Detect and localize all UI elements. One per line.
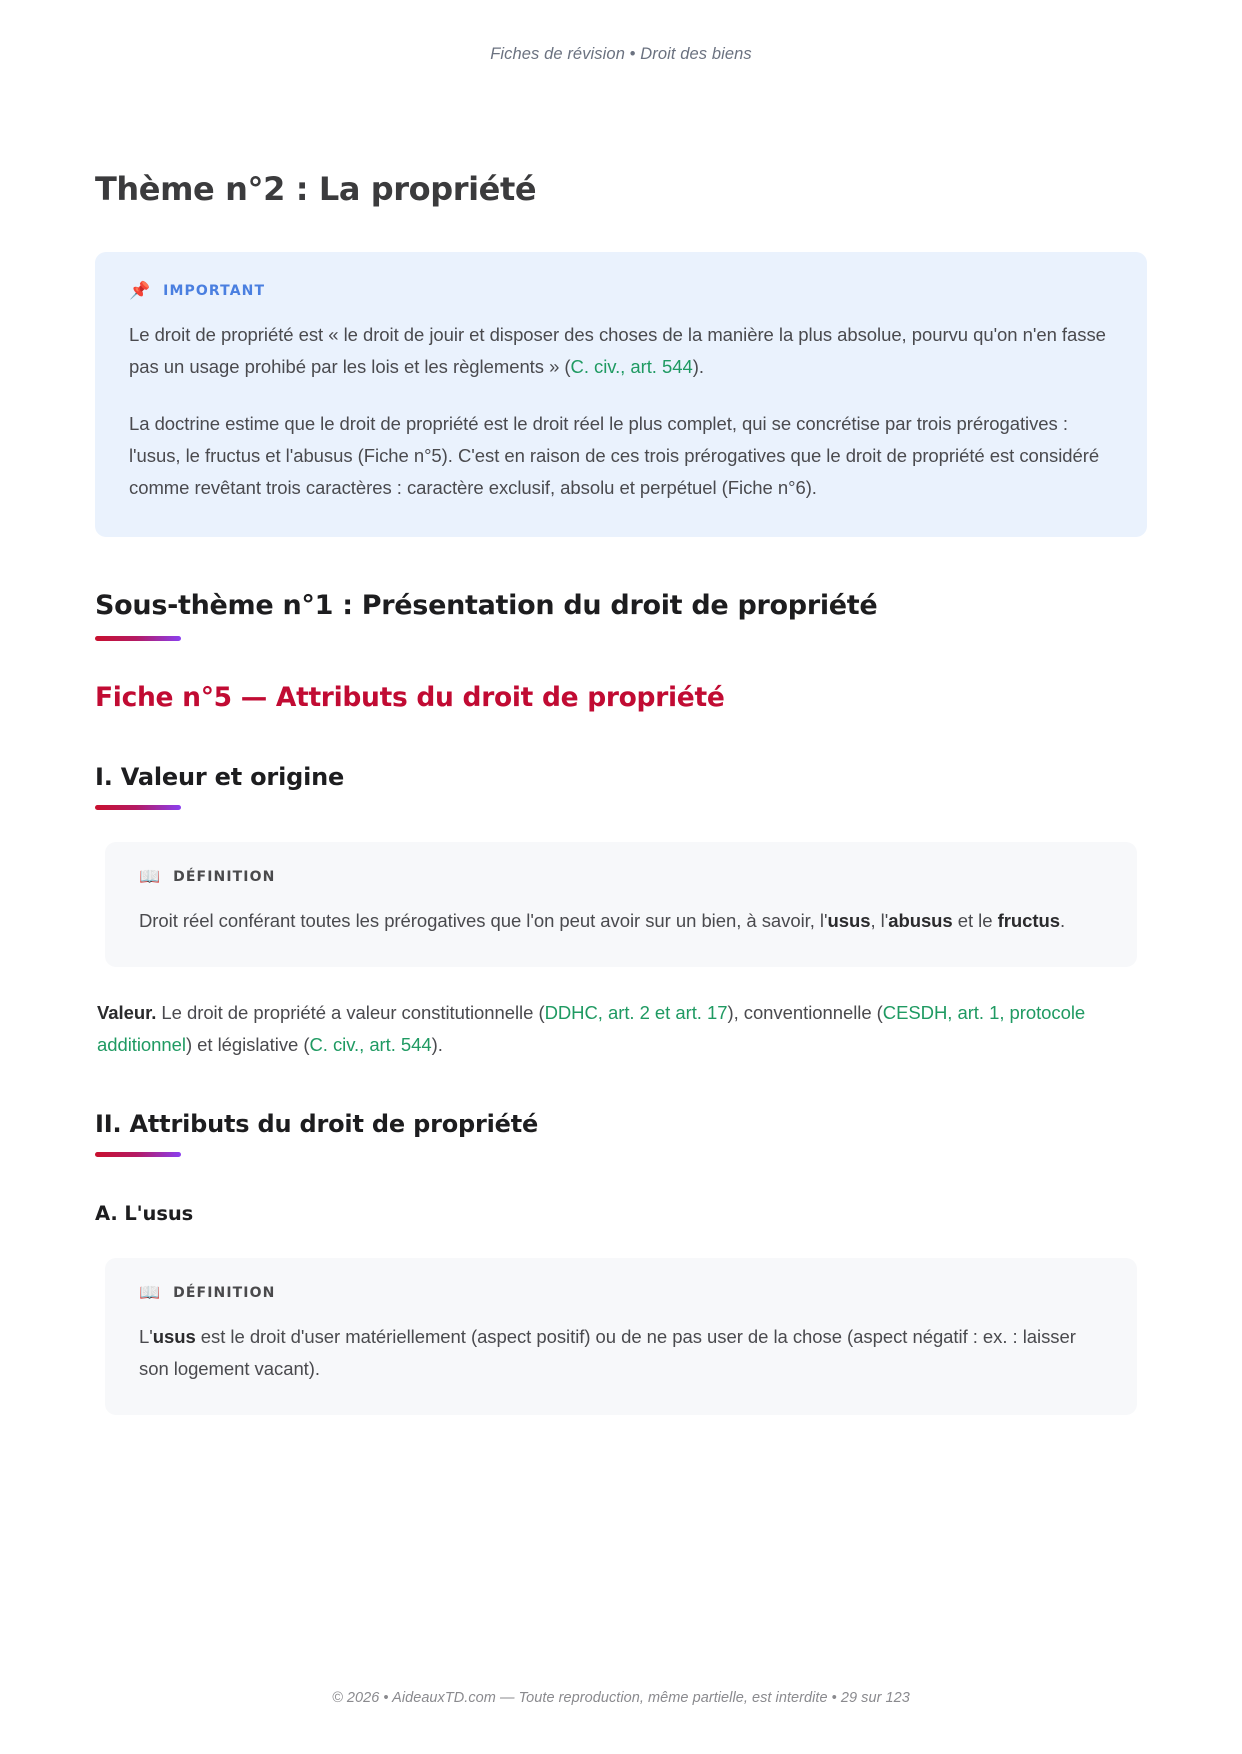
definition-text-2 (139, 1321, 1103, 1385)
subsection-heading-a: A. L'usus (95, 1201, 194, 1225)
page-footer: © 2026 • AideauxTD.com — Toute reproduction, même partielle, est interdite • 29 sur 123 (332, 1690, 910, 1706)
gradient-rule (95, 636, 181, 641)
def1-text-2: , l' (870, 910, 889, 932)
callout-label-definition: DÉFINITION (173, 1284, 276, 1301)
valeur-paragraph (95, 997, 1147, 1061)
def2-text-1: L' (139, 1326, 153, 1348)
definition-text-1 (139, 905, 1103, 937)
def1-bold-usus: usus (827, 910, 871, 932)
section-heading-ii: II. Attributs du droit de propriété (95, 1109, 539, 1138)
def2-text-2: est le droit d'user matériellement (aspect positif) ou de ne pas user de la chose (aspect négatif : ex. : laisser son logement vacant). (139, 1326, 1076, 1379)
gradient-rule (95, 805, 181, 810)
def1-text-4: . (1059, 910, 1066, 932)
legal-reference: C. civ., art. 544 (309, 1033, 432, 1055)
valeur-text-4: ). (431, 1033, 443, 1055)
theme-title: Thème n°2 : La propriété (95, 170, 537, 208)
open-book-icon: 📖 (139, 1283, 161, 1303)
def1-text-3: et le (952, 910, 998, 932)
important-text-1a: Le droit de propriété est « le droit de jouir et disposer des choses de la manière la plus absolue, pourvu qu'on n'en fasse pas un usage prohibé par les lois et les règlements » ( (129, 324, 1106, 378)
callout-header (139, 1284, 1103, 1301)
definition-callout-1 (105, 842, 1137, 967)
legal-reference: DDHC, art. 2 et art. 17 (544, 1002, 728, 1024)
important-callout (95, 252, 1147, 537)
def1-bold-fructus: fructus (997, 910, 1060, 932)
def1-text-1: Droit réel conférant toutes les prérogatives que l'on peut avoir sur un bien, à savoir, l' (139, 910, 828, 932)
valeur-label: Valeur. (97, 1002, 157, 1024)
callout-header (129, 282, 1113, 299)
section-heading-i: I. Valeur et origine (95, 763, 345, 792)
running-header: Fiches de révision • Droit des biens (490, 45, 752, 63)
def2-bold-usus: usus (152, 1326, 196, 1348)
definition-callout-2 (105, 1258, 1137, 1415)
valeur-text-2: ), conventionnelle ( (727, 1002, 883, 1024)
def1-bold-abusus: abusus (888, 910, 953, 932)
subtheme-heading: Sous-thème n°1 : Présentation du droit de propriété (95, 590, 878, 622)
legal-reference: C. civ., art. 544 (570, 356, 693, 378)
important-paragraph-1 (129, 319, 1113, 383)
important-paragraph-2: La doctrine estime que le droit de propriété est le droit réel le plus complet, qui se concrétise par trois prérogatives : l'usus, le fructus et l'abusus (Fiche n°5). C'est en raison de ces trois prérogatives que le droit de propriété est considéré comme revêtant trois caractères : caractère exclusif, absolu et perpétuel (Fiche n°6). (129, 413, 1100, 498)
pushpin-icon: 📌 (129, 281, 151, 301)
open-book-icon: 📖 (139, 867, 161, 887)
callout-label-important: IMPORTANT (163, 282, 266, 299)
important-text-1b: ). (692, 356, 704, 378)
callout-label-definition: DÉFINITION (173, 868, 276, 885)
valeur-text-1: Le droit de propriété a valeur constitutionnelle ( (156, 1002, 545, 1024)
valeur-text-3: ) et législative ( (185, 1033, 310, 1055)
legal-reference: CESDH, art. 1, protocole additionnel (97, 1002, 1086, 1055)
callout-header (139, 868, 1103, 885)
gradient-rule (95, 1152, 181, 1157)
fiche-heading: Fiche n°5 — Attributs du droit de propriété (95, 682, 725, 714)
